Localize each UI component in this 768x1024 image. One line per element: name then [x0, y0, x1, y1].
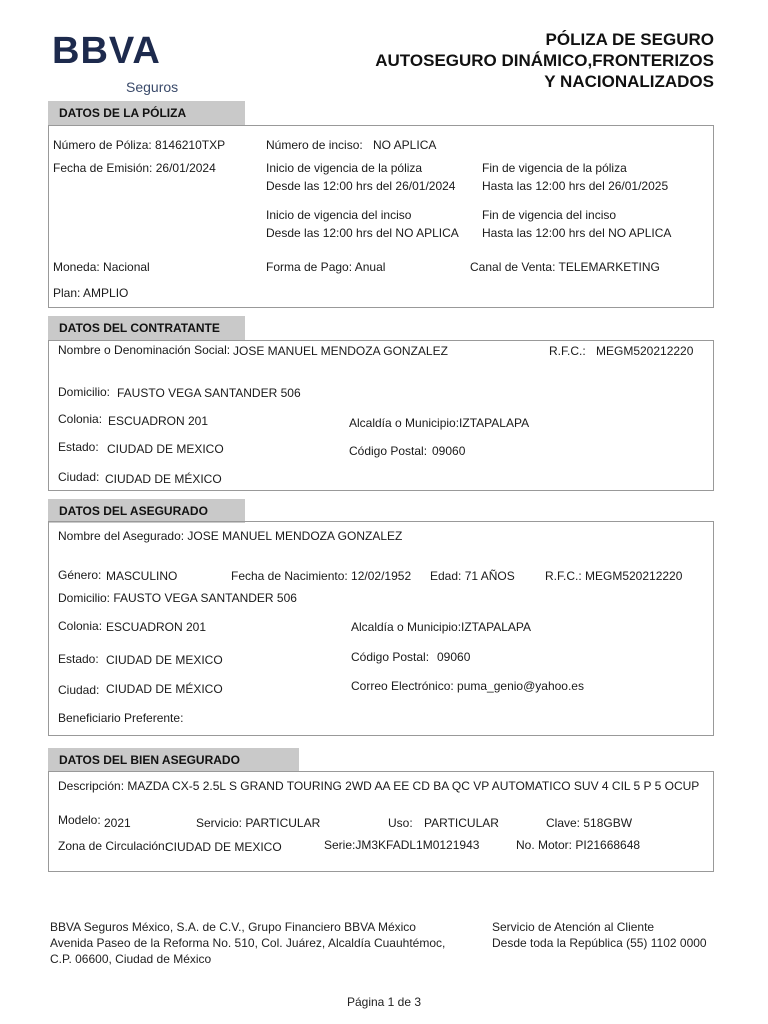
doc-title-line1: PÓLIZA DE SEGURO [545, 30, 714, 49]
footer-company-line1: BBVA Seguros México, S.A. de C.V., Grupo Financiero BBVA México [50, 920, 416, 934]
inicio-vigencia-inciso-label: Inicio de vigencia del inciso [266, 208, 412, 222]
fin-vigencia-inciso-label: Fin de vigencia del inciso [482, 208, 617, 222]
bien-clave: Clave: 518GBW [546, 816, 633, 830]
doc-title-line3: Y NACIONALIZADOS [544, 72, 714, 91]
contratante-cp-label: Código Postal: [349, 444, 428, 458]
inicio-vigencia-poliza-value: Desde las 12:00 hrs del 26/01/2024 [266, 179, 456, 193]
asegurado-genero-label: Género: [58, 568, 102, 582]
contratante-ciudad-label: Ciudad: [58, 470, 100, 484]
asegurado-nombre: Nombre del Asegurado: JOSE MANUEL MENDOZA GONZALEZ [58, 529, 403, 543]
contratante-ciudad-value: CIUDAD DE MÉXICO [105, 472, 222, 486]
asegurado-genero-value: MASCULINO [106, 569, 178, 583]
contratante-nombre-value: JOSE MANUEL MENDOZA GONZALEZ [233, 344, 448, 358]
numero-inciso-label: Número de inciso: [266, 138, 363, 152]
bien-descripcion: Descripción: MAZDA CX-5 2.5L S GRAND TOURING 2WD AA EE CD BA QC VP AUTOMATICO SUV 4 CIL 5 P 5 OCUP [58, 779, 700, 793]
fecha-emision: Fecha de Emisión: 26/01/2024 [53, 161, 216, 175]
doc-title-line2: AUTOSEGURO DINÁMICO,FRONTERIZOS [375, 51, 714, 70]
bien-modelo-value: 2021 [104, 816, 131, 830]
numero-poliza: Número de Póliza: 8146210TXP [53, 138, 226, 152]
bien-uso-value: PARTICULAR [424, 816, 499, 830]
asegurado-domicilio: Domicilio: FAUSTO VEGA SANTANDER 506 [58, 591, 297, 605]
asegurado-alcaldia-value: IZTAPALAPA [461, 620, 532, 634]
bbva-logo: BBVA [52, 30, 161, 72]
contratante-estado-label: Estado: [58, 440, 99, 454]
bien-zona-label: Zona de Circulación: [58, 839, 169, 853]
asegurado-alcaldia-label: Alcaldía o Municipio: [351, 620, 462, 634]
asegurado-fecha-nacimiento: Fecha de Nacimiento: 12/02/1952 [231, 569, 412, 583]
asegurado-beneficiario: Beneficiario Preferente: [58, 711, 184, 725]
contratante-rfc-label: R.F.C.: [549, 344, 586, 358]
footer-company-line3: C.P. 06600, Ciudad de México [50, 952, 212, 966]
contratante-cp-value: 09060 [432, 444, 466, 458]
footer-company-line2: Avenida Paseo de la Reforma No. 510, Col. Juárez, Alcaldía Cuauhtémoc, [50, 936, 446, 950]
forma-pago: Forma de Pago: Anual [266, 260, 386, 274]
asegurado-colonia-value: ESCUADRON 201 [106, 620, 207, 634]
inicio-vigencia-inciso-value: Desde las 12:00 hrs del NO APLICA [266, 226, 459, 240]
canal-venta: Canal de Venta: TELEMARKETING [470, 260, 660, 274]
plan: Plan: AMPLIO [53, 286, 129, 300]
asegurado-cp-value: 09060 [437, 650, 471, 664]
contratante-alcaldia: Alcaldía o Municipio:IZTAPALAPA [349, 416, 530, 430]
asegurado-estado-value: CIUDAD DE MEXICO [106, 653, 223, 667]
fin-vigencia-inciso-value: Hasta las 12:00 hrs del NO APLICA [482, 226, 672, 240]
bien-modelo-label: Modelo: [58, 813, 101, 827]
asegurado-ciudad-label: Ciudad: [58, 683, 100, 697]
bien-serie: Serie:JM3KFADL1M0121943 [324, 838, 480, 852]
page-number: Página 1 de 3 [346, 995, 422, 1009]
bien-zona-value: CIUDAD DE MEXICO [165, 840, 282, 854]
bien-motor: No. Motor: PI21668648 [516, 838, 641, 852]
bbva-logo-sub: Seguros [126, 79, 179, 95]
footer-service-line1: Servicio de Atención al Cliente [492, 920, 655, 934]
contratante-estado-value: CIUDAD DE MEXICO [107, 442, 224, 456]
contratante-domicilio-value: FAUSTO VEGA SANTANDER 506 [117, 386, 301, 400]
contratante-rfc-value: MEGM520212220 [596, 344, 694, 358]
fin-vigencia-poliza-label: Fin de vigencia de la póliza [482, 161, 627, 175]
footer-service-line2: Desde toda la República (55) 1102 0000 [492, 936, 707, 950]
contratante-colonia-label: Colonia: [58, 412, 103, 426]
asegurado-correo: Correo Electrónico: puma_genio@yahoo.es [351, 679, 584, 693]
inicio-vigencia-poliza-label: Inicio de vigencia de la póliza [266, 161, 423, 175]
asegurado-colonia-label: Colonia: [58, 619, 103, 633]
section-header-contratante: DATOS DEL CONTRATANTE [48, 316, 245, 340]
contratante-domicilio-label: Domicilio: [58, 385, 111, 399]
contratante-colonia-value: ESCUADRON 201 [108, 414, 209, 428]
asegurado-cp-label: Código Postal: [351, 650, 430, 664]
asegurado-ciudad-value: CIUDAD DE MÉXICO [106, 682, 223, 696]
contratante-nombre-label: Nombre o Denominación Social: [58, 343, 231, 357]
moneda: Moneda: Nacional [53, 260, 150, 274]
section-header-bien: DATOS DEL BIEN ASEGURADO [48, 748, 299, 772]
asegurado-edad: Edad: 71 AÑOS [430, 569, 515, 583]
section-header-asegurado: DATOS DEL ASEGURADO [48, 499, 245, 523]
bien-servicio: Servicio: PARTICULAR [196, 816, 321, 830]
asegurado-rfc: R.F.C.: MEGM520212220 [545, 569, 683, 583]
numero-inciso-value: NO APLICA [373, 138, 437, 152]
fin-vigencia-poliza-value: Hasta las 12:00 hrs del 26/01/2025 [482, 179, 669, 193]
asegurado-estado-label: Estado: [58, 652, 99, 666]
section-header-poliza: DATOS DE LA PÓLIZA [48, 101, 245, 125]
bien-uso-label: Uso: [388, 816, 413, 830]
